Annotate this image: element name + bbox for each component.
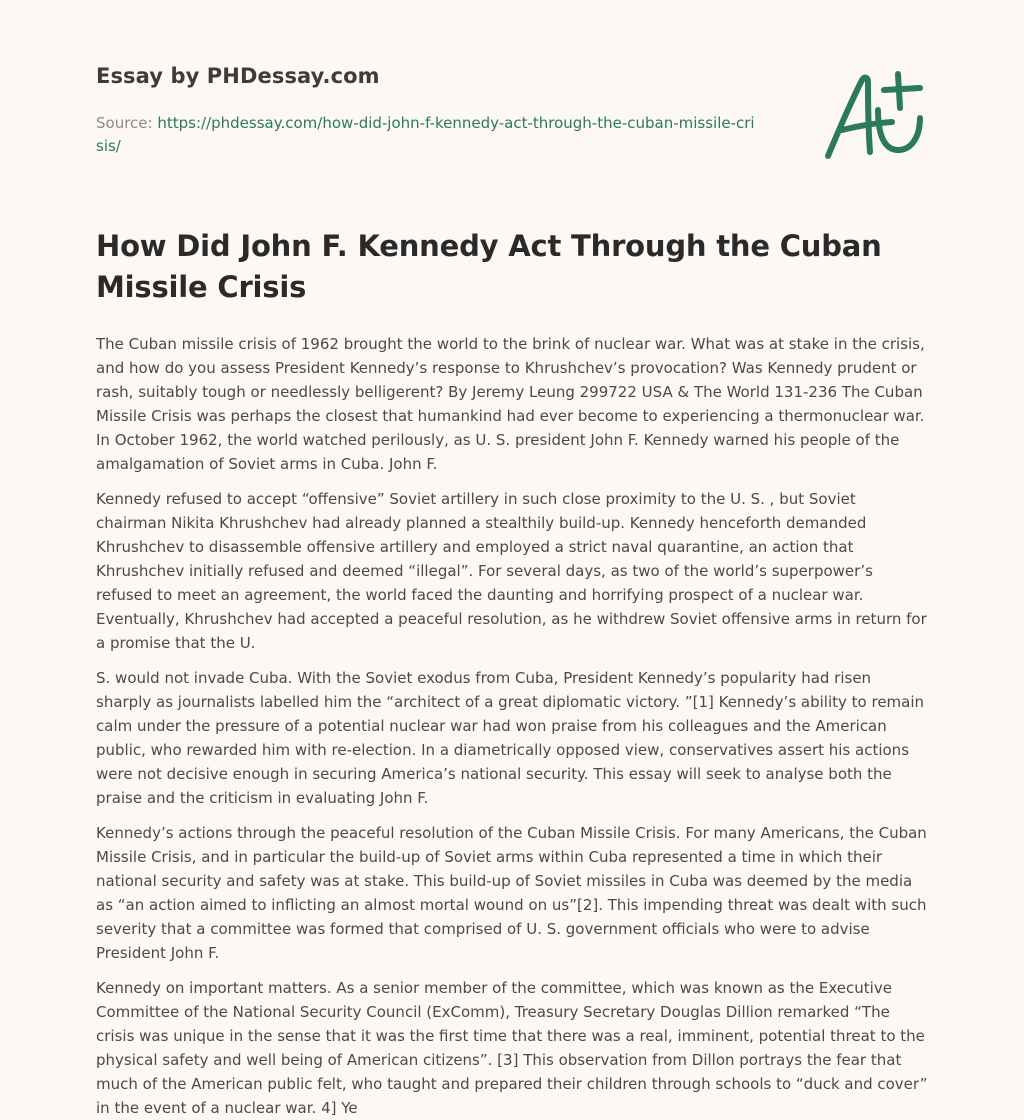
site-title: Essay by PHDessay.com bbox=[96, 64, 380, 88]
source-label: Source: bbox=[96, 114, 153, 132]
essay-title: How Did John F. Kennedy Act Through the Cuban Missile Crisis bbox=[96, 229, 882, 304]
source-line bbox=[96, 112, 756, 158]
page-header bbox=[96, 0, 928, 190]
essay-paragraph: Kennedy’s actions through the peaceful resolution of the Cuban Missile Crisis. For many Americans, the Cuban Missile Crisis, and in particular the build-up of Soviet arms within Cuba represented a time in which their national security and safety was at stake. This build-up of Soviet missiles in Cuba was deemed by the media as “an action aimed to inflicting an almost mortal wound on us”[2]. This impending threat was dealt with such severity that a committee was formed that comprised of U. S. government officials who were to advise President John F. bbox=[96, 824, 927, 962]
essay-paragraph: Kennedy on important matters. As a senior member of the committee, which was known as the Executive Committee of the National Security Council (ExComm), Treasury Secretary Douglas Dillion remarked “The crisis was unique in the sense that it was the first time that there was a real, imminent, potential threat to the physical safety and well being of American citizens”. [3] This observation from Dillon portrays the fear that much of the American public felt, who taught and prepared their children through schools to “duck and cover” in the event of a nuclear war. 4] Ye bbox=[96, 979, 928, 1117]
essay-paragraph: The Cuban missile crisis of 1962 brought the world to the brink of nuclear war. What was at stake in the crisis, and how do you assess President Kennedy’s response to Khrushchev’s provocation? Was Kennedy prudent or rash, suitably tough or needlessly belligerent? By Jeremy Leung 299722 USA & The World 131-236 The Cuban Missile Crisis was perhaps the closest that humankind had ever become to experiencing a thermonuclear war. In October 1962, the world watched perilously, as U. S. president John F. Kennedy warned his people of the amalgamation of Soviet arms in Cuba. John F. bbox=[96, 335, 925, 473]
a-plus-logo-icon bbox=[824, 68, 928, 164]
essay-paragraph: S. would not invade Cuba. With the Soviet exodus from Cuba, President Kennedy’s popularity had risen sharply as journalists labelled him the “architect of a great diplomatic victory. ”[1] Kennedy’s ability to remain calm under the pressure of a potential nuclear war had won praise from his colleagues and the American public, who rewarded him with re-election. In a diametrically opposed view, conservatives assert his actions were not decisive enough in securing America’s national security. This essay will seek to analyse both the praise and the criticism in evaluating John F. bbox=[96, 669, 925, 807]
essay-paragraph: Kennedy refused to accept “offensive” Soviet artillery in such close proximity to the U. S. , but Soviet chairman Nikita Khrushchev had already planned a stealthily build-up. Kennedy henceforth demanded Khrushchev to disassemble offensive artillery and employed a strict naval quarantine, an action that Khrushchev initially refused and deemed “illegal”. For several days, as two of the world’s superpower’s refused to meet an agreement, the world faced the daunting and horrifying prospect of a nuclear war. Eventually, Khrushchev had accepted a peaceful resolution, as he withdrew Soviet offensive arms in return for a promise that the U. bbox=[96, 490, 927, 652]
source-link[interactable]: https://phdessay.com/how-did-john-f-kennedy-act-through-the-cuban-missile-crisis/ bbox=[96, 114, 755, 155]
essay-body bbox=[96, 332, 928, 1120]
